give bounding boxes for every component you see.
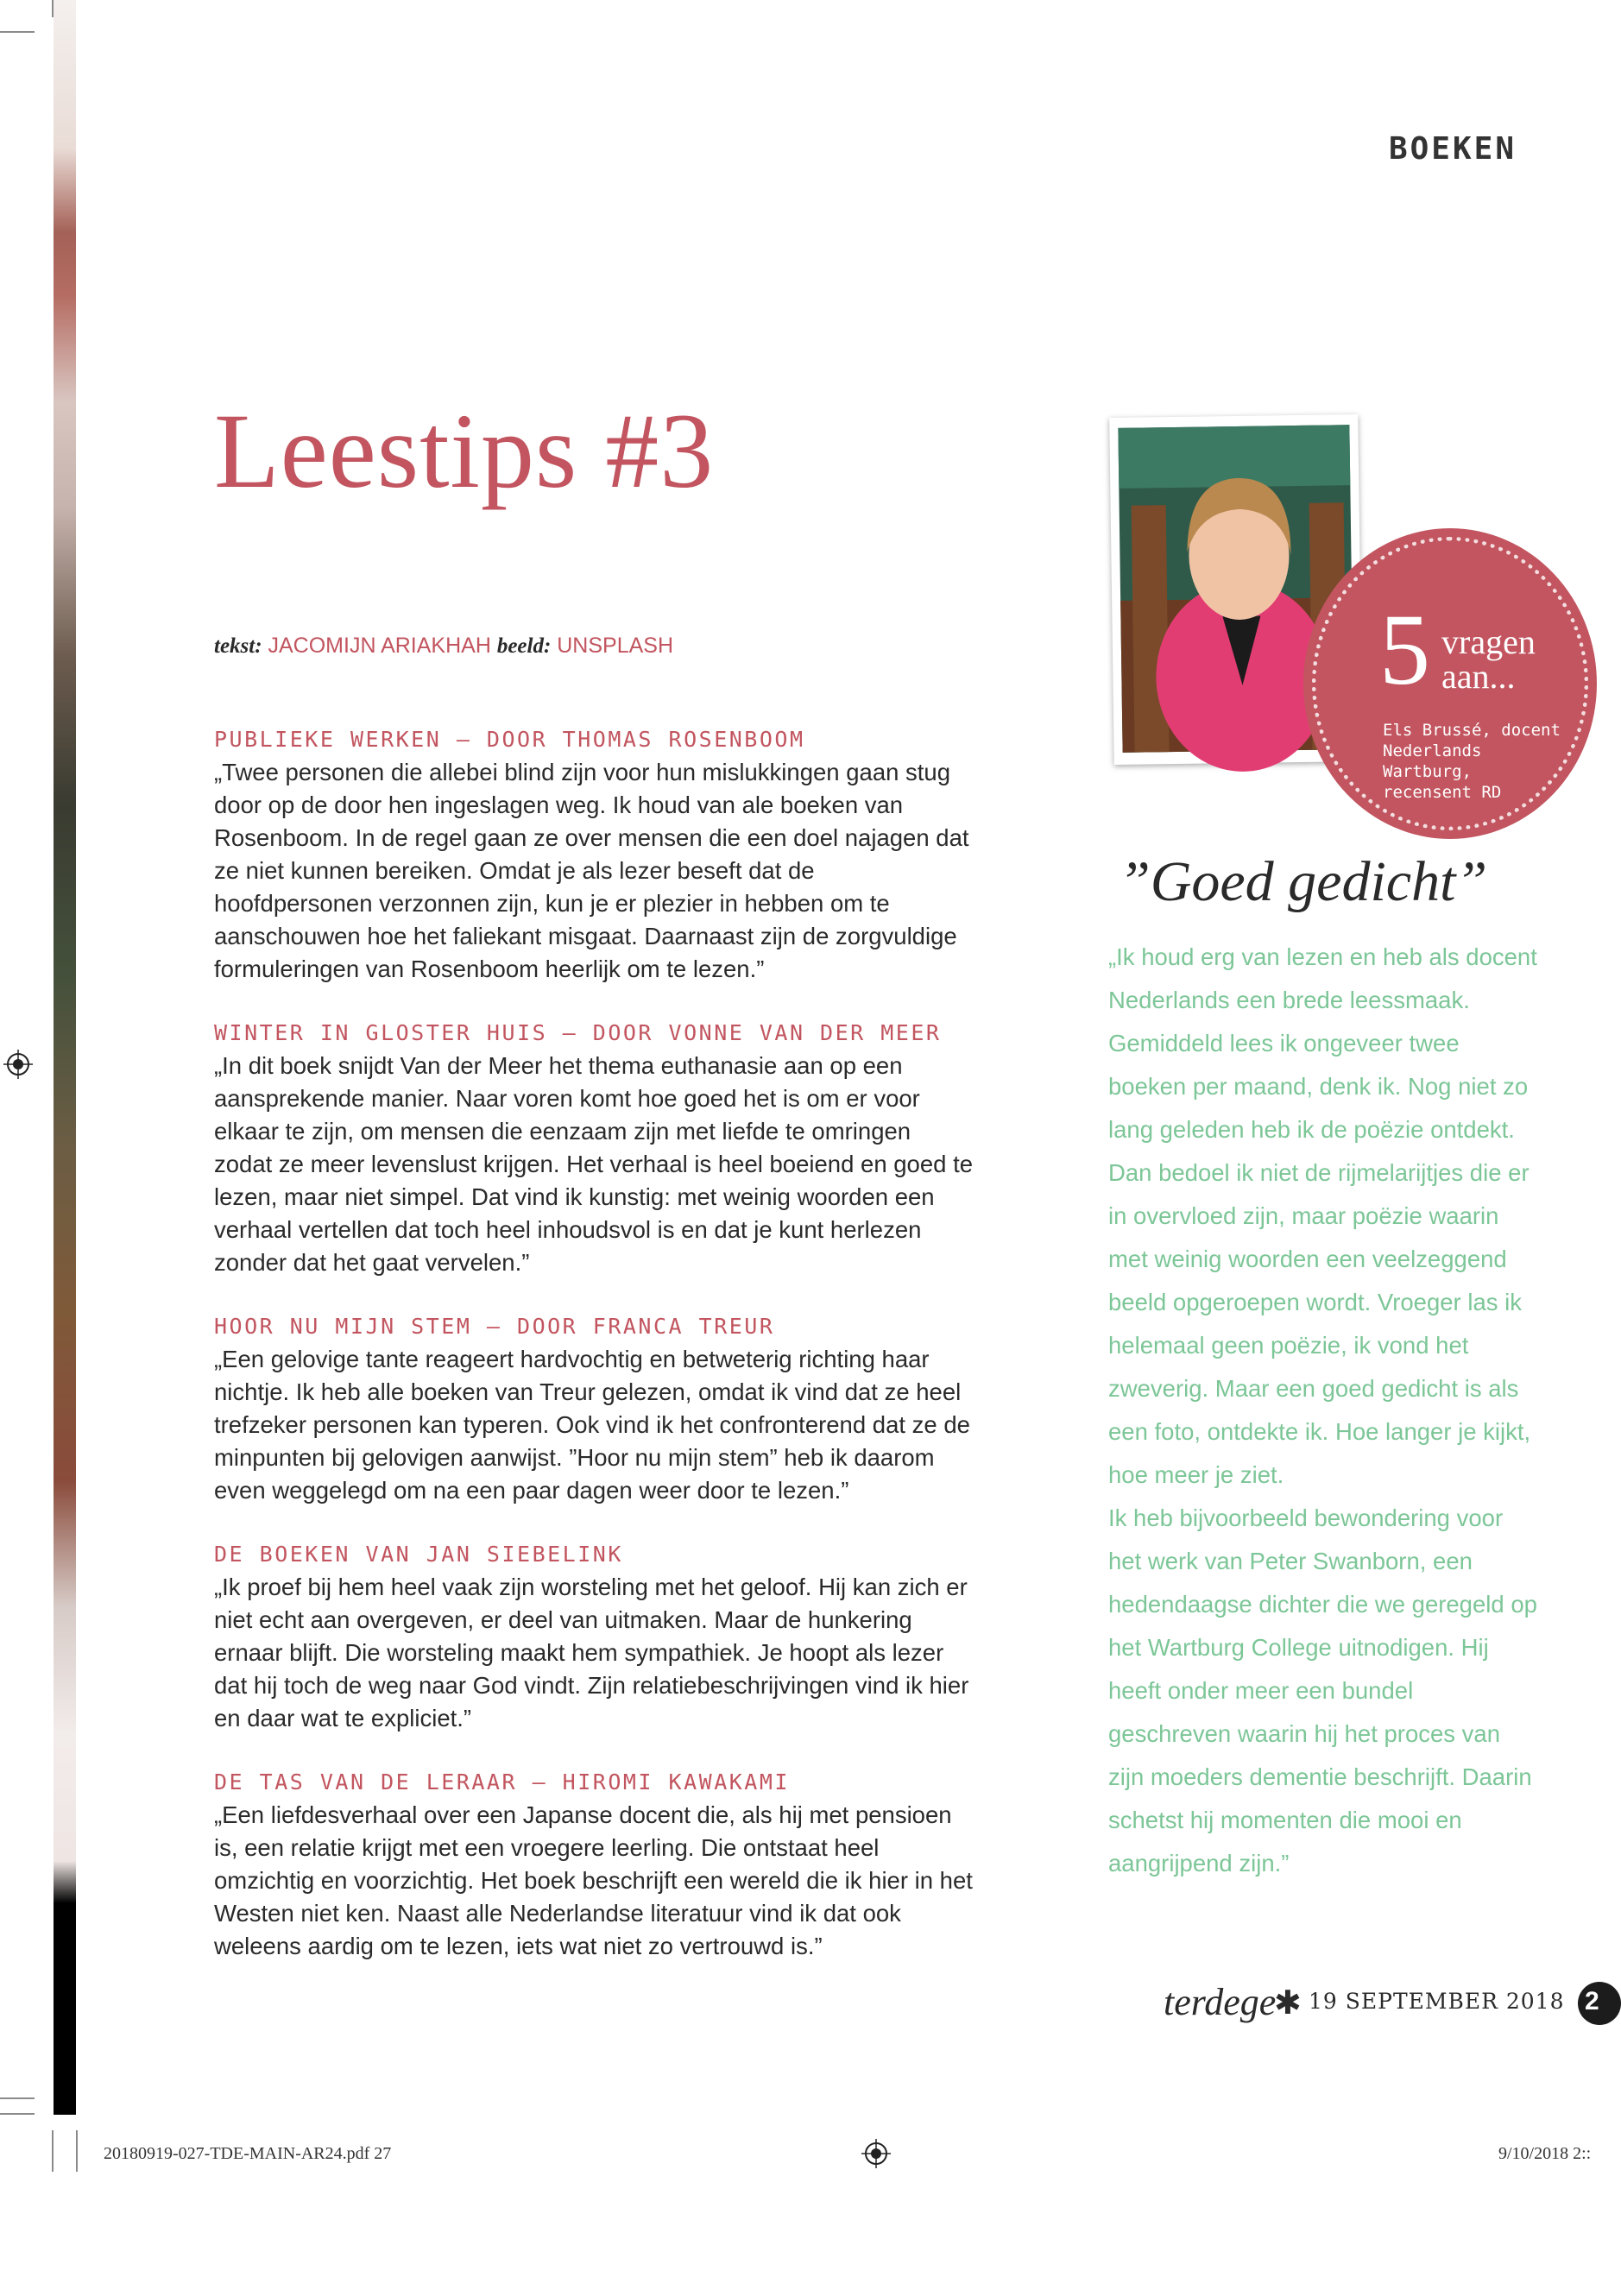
asterisk-icon: ✱ <box>1274 1985 1302 2022</box>
crop-mark <box>76 2130 78 2172</box>
book-tip <box>214 1766 974 1963</box>
page-number: 2 <box>1585 1987 1599 2015</box>
magazine-brand: terdege <box>1164 1981 1277 2023</box>
book-tips-column <box>214 723 974 1994</box>
crop-mark <box>52 2130 54 2172</box>
book-tip-heading: WINTER IN GLOSTER HUIS — DOOR VONNE VAN DER MEER <box>214 1020 942 1045</box>
crop-mark <box>0 31 35 33</box>
book-tip-text: „Een liefdesverhaal over een Japanse docent die, als hij met pensioen is, een relatie krijgt met een vroegere leerling. Die ontstaat heel omzichtig en voorzichtig. Het boek beschrijft een wereld die ik hier in het Westen niet ken. Naast alle Nederlandse literatuur vind ik dat ook weleens aardig om te lezen, iets wat niet zo vertrouwd is.” <box>214 1801 973 1959</box>
quote-paragraph: Ik heb bijvoorbeeld bewondering voor het werk van Peter Swanborn, een hedendaagse dichter die we geregeld op het Wartburg College uitnodigen. Hij heeft onder meer een bundel geschreven waarin hij het proces van zijn moeders dementie beschrijft. Daarin schetst hij momenten die mooi en aangrijpend zijn.” <box>1108 1504 1537 1877</box>
section-label: BOEKEN <box>1388 131 1517 167</box>
quote-paragraph: „Ik houd erg van lezen en heb als docent Nederlands een brede leessmaak. Gemiddeld lees ik ongeveer twee boeken per maand, denk ik. Nog niet zo lang geleden heb ik de poëzie ontdekt. Dan bedoel ik niet de rijmelarijtjes die er in overvloed zijn, maar poëzie waarin met weinig woorden een veelzeggend beeld opgeroepen wordt. Vroeger las ik helemaal geen poëzie, ik vond het zweverig. Maar een goed gedicht is als een foto, ontdekte ik. Hoe langer je kijkt, hoe meer je ziet. <box>1108 943 1537 1488</box>
credit-text-label: tekst: <box>214 634 262 658</box>
book-tip <box>214 1017 974 1279</box>
book-tip-heading: HOOR NU MIJN STEM — DOOR FRANCA TREUR <box>214 1314 775 1339</box>
book-tip <box>214 1310 974 1507</box>
article-credits <box>214 634 673 659</box>
book-tip-text: „Twee personen die allebei blind zijn voor hun mislukkingen gaan stug door op de door hen ingeslagen weg. Ik houd van ale boeken van Rosenboom. In de regel gaan ze over mensen die een doel najagen dat ze niet kunnen bereiken. Omdat je als lezer beseft dat de hoofdpersonen verzonnen zijn, kun je er plezier in hebben om te aanschouwen hoe het faliekant misgaat. Daarnaast zijn de zorgvuldige formuleringen van Rosenboom heerlijk om te lezen.” <box>214 759 969 982</box>
quote-title: ”Goed gedicht” <box>1119 850 1488 913</box>
crop-mark <box>0 2097 35 2099</box>
book-tip <box>214 723 974 986</box>
book-tip <box>214 1538 974 1735</box>
interview-badge <box>1303 528 1597 839</box>
badge-subtitle: Els Brussé, docent Nederlands Wartburg, recensent RD <box>1383 721 1561 802</box>
background-photo-strip <box>54 0 76 2115</box>
article-title: Leestips #3 <box>214 392 715 510</box>
badge-number: 5 <box>1379 593 1430 706</box>
issue-date: 19 SEPTEMBER 2018 <box>1309 1989 1565 2014</box>
registration-mark-icon <box>861 2139 891 2168</box>
book-tip-heading: DE TAS VAN DE LERAAR — HIROMI KAWAKAMI <box>214 1769 790 1795</box>
badge-heading <box>1441 622 1536 696</box>
credit-image-source: UNSPLASH <box>557 634 674 658</box>
print-slug-filename: 20180919-027-TDE-MAIN-AR24.pdf 27 <box>104 2144 392 2163</box>
registration-mark-icon <box>3 1050 33 1079</box>
badge-heading-line: vragen <box>1441 622 1536 661</box>
book-tip-heading: PUBLIEKE WERKEN — DOOR THOMAS ROSENBOOM <box>214 727 805 752</box>
book-tip-text: „Ik proef bij hem heel vaak zijn worsteling met het geloof. Hij kan zich er niet echt aan overgeven, er deel van uitmaken. Maar de hunkering ernaar blijft. Die worsteling maakt hem sympathiek. Je hoopt als lezer dat hij toch de weg naar God vindt. Zijn relatiebeschrijvingen vind ik hier en daar wat te expliciet.” <box>214 1574 969 1731</box>
interview-quote-column <box>1108 936 1540 1885</box>
book-tip-text: „In dit boek snijdt Van der Meer het thema euthanasie aan op een aansprekende manier. Naar voren komt hoe goed het is om er voor elkaar te zijn, om mensen die eenzaam zijn met liefde te omringen zodat ze meer levenslust krijgen. Het verhaal is heel boeiend en goed te lezen, maar niet simpel. Dat vind ik kunstig: met weinig woorden een verhaal vertellen dat toch heel inhoudsvol is en dat je kunt herlezen zonder dat het gaat vervelen.” <box>214 1052 974 1276</box>
credit-image-label: beeld: <box>496 634 552 658</box>
credit-text-author: JACOMIJN ARIAKHAH <box>268 634 491 658</box>
book-tip-text: „Een gelovige tante reageert hardvochtig en betweterig richting haar nichtje. Ik heb alle boeken van Treur gelezen, omdat ik vind dat ze heel trefzeker personen kan typeren. Ook vind ik het confronterend dat ze de minpunten bij gelovigen aanwijst. ”Hoor nu mijn stem” heb ik daarom even weggelegd om na een paar dagen weer door te lezen.” <box>214 1346 970 1504</box>
badge-heading-line: aan... <box>1441 657 1516 696</box>
print-slug-date: 9/10/2018 2:: <box>1498 2144 1592 2163</box>
book-tip-heading: DE BOEKEN VAN JAN SIEBELINK <box>214 1542 623 1567</box>
crop-mark <box>0 2113 35 2115</box>
